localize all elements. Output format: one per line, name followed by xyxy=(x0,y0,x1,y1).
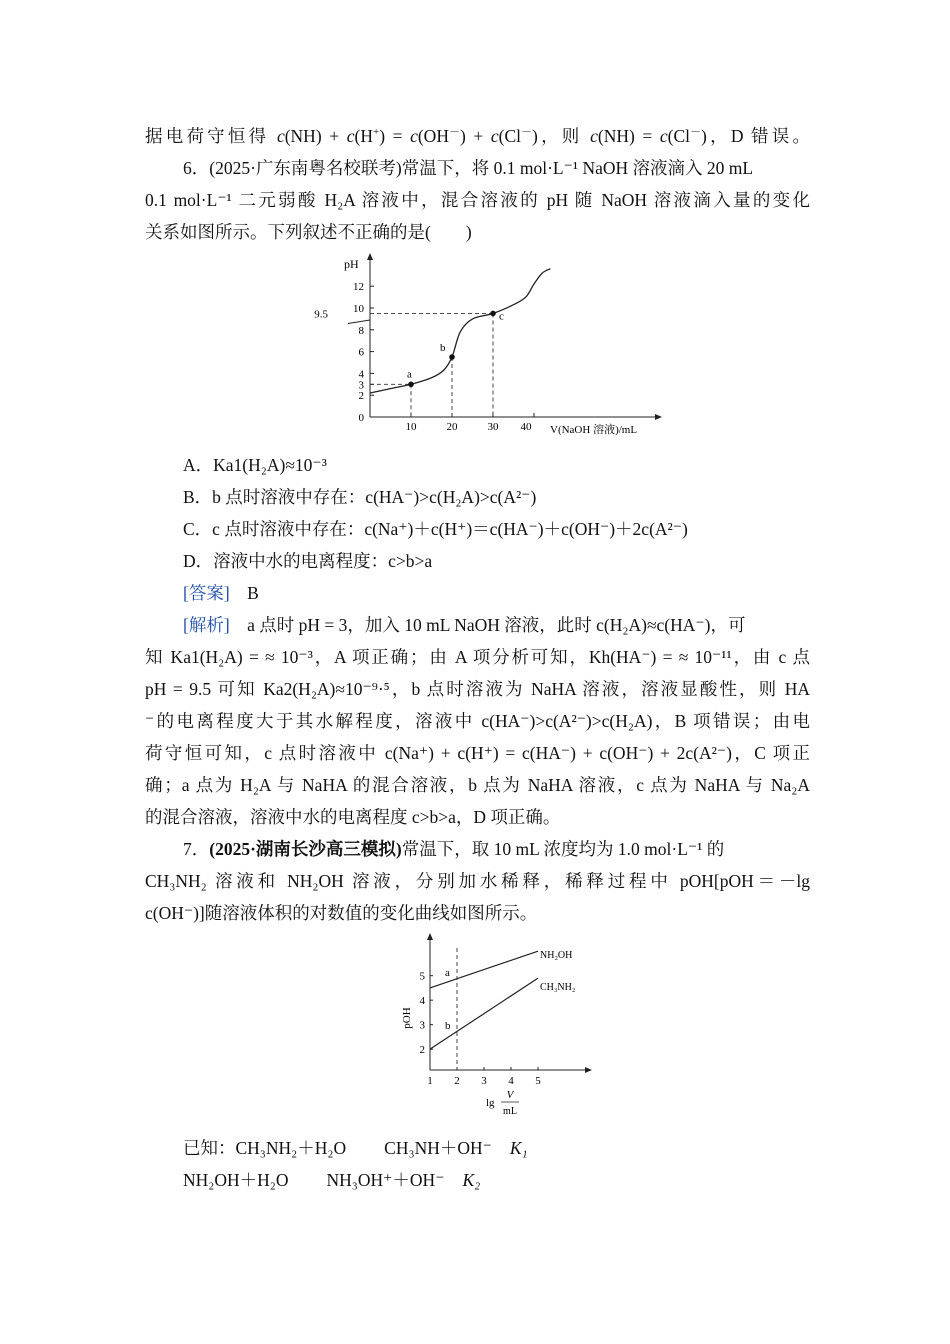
x-tick-label: 1 xyxy=(427,1075,433,1087)
q6-option-c: C．c 点时溶液中存在：c(Na⁺)＋c(H⁺)＝c(HA⁻)＋c(OH⁻)＋2c(A²⁻) xyxy=(183,519,688,539)
q6-analysis-line-6: 确；a 点为 H₂A 与 NaHA 的混合溶液，b 点为 NaHA 溶液，c 点为 NaHA 与 Na₂A xyxy=(145,775,810,795)
point-label-c: c xyxy=(499,310,504,323)
x-axis-label: V(NaOH 溶液)/mL xyxy=(550,424,638,436)
q7-stem-line-2: CH₃NH₂ 溶液和 NH₂OH 溶液，分别加水稀释，稀释过程中 pOH[pOH＝－lg xyxy=(145,871,810,891)
q6-answer xyxy=(183,581,848,605)
q6-option-b: B．b 点时溶液中存在：c(HA⁻)>c(H₂A)>c(A²⁻) xyxy=(183,487,537,507)
ph-curve xyxy=(370,269,550,393)
x-tick-label: 20 xyxy=(446,421,458,433)
answer-label: [答案] xyxy=(183,583,230,603)
y-tick-label: 2 xyxy=(419,1044,425,1057)
y-tick-label: 3 xyxy=(419,1019,425,1032)
x-tick-label: 30 xyxy=(487,421,499,433)
q6-analysis-line-2: 知 Ka1(H₂A) = ≈ 10⁻³，A 项正确；由 A 项分析可知，Kh(HA⁻) = ≈ 10⁻¹¹，由 c 点 xyxy=(145,647,810,667)
point-a xyxy=(408,382,414,388)
q6-option-d: D．溶液中水的电离程度：c>b>a xyxy=(183,551,433,571)
y-axis-arrow xyxy=(367,253,373,260)
y-axis-arrow xyxy=(427,933,433,940)
y-tick-label: 4 xyxy=(419,995,425,1008)
q7-poh-dilution-chart xyxy=(390,930,600,1122)
point-label-a: a xyxy=(445,967,450,980)
y-tick-label: 5 xyxy=(419,970,425,983)
x-tick-label: 5 xyxy=(535,1075,541,1087)
y-tick-label: 9.5 xyxy=(314,308,328,321)
q6-option-a: A．Ka1(H₂A)≈10⁻³ xyxy=(183,455,327,475)
y-tick-label: 2 xyxy=(358,390,364,403)
y-tick-label: 8 xyxy=(358,324,364,337)
q7-known-line-2: NH₂OH＋H₂O NH₃OH⁺＋OH⁻ K₂ xyxy=(183,1170,481,1190)
answer-value: B xyxy=(247,583,259,603)
x-axis-arrow xyxy=(585,1067,592,1073)
y-tick-label: 6 xyxy=(358,346,364,359)
y-tick-label: 10 xyxy=(353,303,364,315)
ch3nh2-line xyxy=(430,978,538,1049)
y-tick-label: 12 xyxy=(353,281,364,294)
q6-analysis-line-5: 荷守恒可知，c 点时溶液中 c(Na⁺) + c(H⁺) = c(HA⁻) + c(OH⁻) + 2c(A²⁻)，C 项正 xyxy=(145,743,810,763)
q6-stem-line-1: 6．(2025·广东南粤名校联考)常温下，将 0.1 mol·L⁻¹ NaOH 溶液滴入 20 mL xyxy=(183,158,754,178)
top-line: 据电荷守恒得 c(NH) + c(H+) = c(OH－) + c(Cl－)，则 c(NH) = c(Cl－)，D 错误。 xyxy=(145,126,810,146)
x-tick-label: 10 xyxy=(405,421,417,433)
x-axis-arrow xyxy=(655,414,662,420)
y-tick-label: 0 xyxy=(358,412,364,424)
x-axis-label-lg: lg xyxy=(486,1097,495,1109)
x-tick-label: 3 xyxy=(481,1075,487,1087)
q6-analysis-line-4: ⁻的电离程度大于其水解程度，溶液中 c(HA⁻)>c(A²⁻)>c(H₂A)，B 项错误；由电 xyxy=(145,711,810,731)
point-label-a: a xyxy=(407,368,412,381)
q7-known-line-1: 已知：CH₃NH₂＋H₂O CH₃NH＋OH⁻ K₁ xyxy=(183,1138,528,1158)
analysis-label: [解析] xyxy=(183,615,230,635)
y-axis-label: pH xyxy=(344,257,359,271)
y-tick-label: 4 xyxy=(358,368,364,381)
q7-stem-line-3: c(OH⁻)]随溶液体积的对数值的变化曲线如图所示。 xyxy=(145,903,538,923)
point-b xyxy=(449,354,455,360)
y-axis-label: pOH xyxy=(401,1007,413,1029)
q6-stem-line-2: 0.1 mol·L⁻¹ 二元弱酸 H₂A 溶液中，混合溶液的 pH 随 NaOH 溶液滴入量的变化 xyxy=(145,190,810,210)
q6-analysis-line-1: [解析] a 点时 pH = 3，加入 10 mL NaOH 溶液，此时 c(H₂A)≈c(HA⁻)，可 xyxy=(183,615,746,635)
x-axis-label-denominator: mL xyxy=(503,1106,517,1117)
x-tick-label: 4 xyxy=(508,1075,514,1087)
x-tick-label: 40 xyxy=(520,421,532,433)
ph-9.5-marker xyxy=(348,320,370,323)
x-axis-label-numerator: V xyxy=(506,1089,514,1101)
point-label-b: b xyxy=(440,342,446,355)
series-label-ch3nh2: CH₃NH₂ xyxy=(540,982,576,993)
q6-analysis-line-7: 的混合溶液，溶液中水的电离程度 c>b>a，D 项正确。 xyxy=(145,807,561,827)
q6-analysis-line-3: pH = 9.5 可知 Ka2(H₂A)≈10⁻⁹·⁵，b 点时溶液为 NaHA 溶液，溶液显酸性，则 HA xyxy=(145,679,810,699)
point-c xyxy=(490,311,496,317)
q6-ph-titration-chart xyxy=(300,250,670,442)
q6-stem-line-3: 关系如图所示。下列叙述不正确的是( ) xyxy=(145,222,472,242)
series-label-nh2oh: NH₂OH xyxy=(540,950,573,961)
q7-stem-line-1: 7．(2025·湖南长沙高三模拟)常温下，取 10 mL 浓度均为 1.0 mol·L⁻¹ 的 xyxy=(183,839,725,859)
x-tick-label: 2 xyxy=(454,1075,460,1087)
y-tick-label: 3 xyxy=(358,379,364,392)
point-label-b: b xyxy=(445,1019,451,1032)
